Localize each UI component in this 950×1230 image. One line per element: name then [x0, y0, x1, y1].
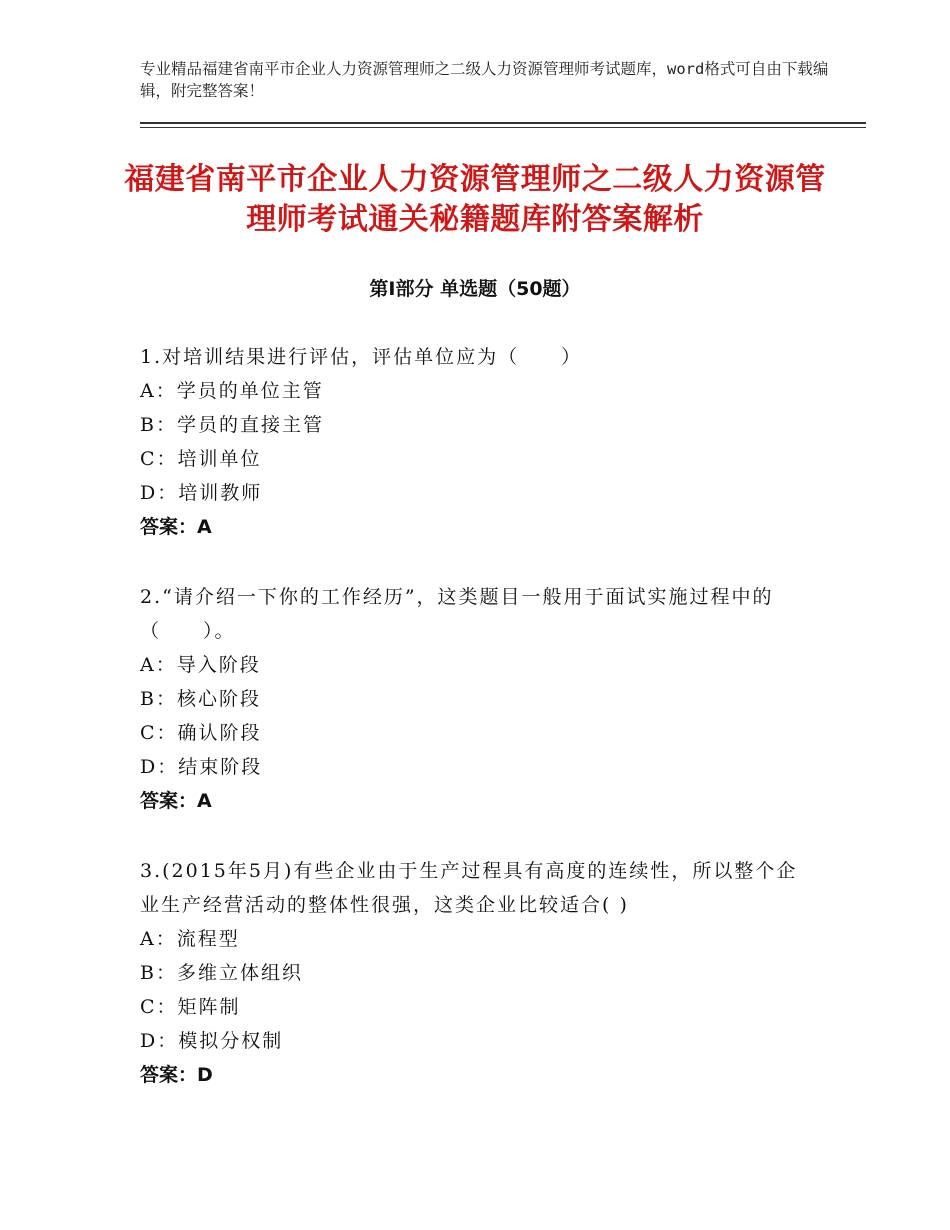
option-c: C：矩阵制 — [140, 996, 241, 1018]
option-c: C：确认阶段 — [140, 722, 262, 744]
question-stem: 3.(2015年5月)有些企业由于生产过程具有高度的连续性，所以整个企业生产经营活动的整体性很强，这类企业比较适合( ) — [140, 860, 798, 916]
answer: 答案：A — [140, 790, 212, 812]
question-2 — [140, 580, 805, 818]
answer: 答案：A — [140, 516, 212, 538]
question-stem: 2.“请介绍一下你的工作经历”，这类题目一般用于面试实施过程中的（ ）。 — [140, 586, 774, 642]
header-note: 专业精品福建省南平市企业人力资源管理师之二级人力资源管理师考试题库，word格式可自由下载编辑，附完整答案！ — [140, 60, 829, 100]
option-a: A：导入阶段 — [140, 654, 261, 676]
option-c: C：培训单位 — [140, 448, 262, 470]
document-title: 福建省南平市企业人力资源管理师之二级人力资源管理师考试通关秘籍题库附答案解析 — [124, 162, 826, 237]
question-stem: 1.对培训结果进行评估，评估单位应为（ ） — [140, 346, 583, 368]
option-d: D：培训教师 — [140, 482, 263, 504]
option-d: D：结束阶段 — [140, 756, 263, 778]
option-d: D：模拟分权制 — [140, 1030, 284, 1052]
option-a: A：流程型 — [140, 928, 240, 950]
option-b: B：多维立体组织 — [140, 962, 303, 984]
option-b: B：核心阶段 — [140, 688, 261, 710]
option-b: B：学员的直接主管 — [140, 414, 324, 436]
question-list — [140, 340, 805, 1128]
question-1 — [140, 340, 805, 544]
question-3 — [140, 854, 805, 1092]
answer: 答案：D — [140, 1064, 213, 1086]
option-a: A：学员的单位主管 — [140, 380, 324, 402]
header-rule-thin — [140, 127, 866, 128]
header-rule-thick — [140, 122, 866, 124]
section-title: 第Ⅰ部分 单选题（50题） — [369, 278, 581, 300]
